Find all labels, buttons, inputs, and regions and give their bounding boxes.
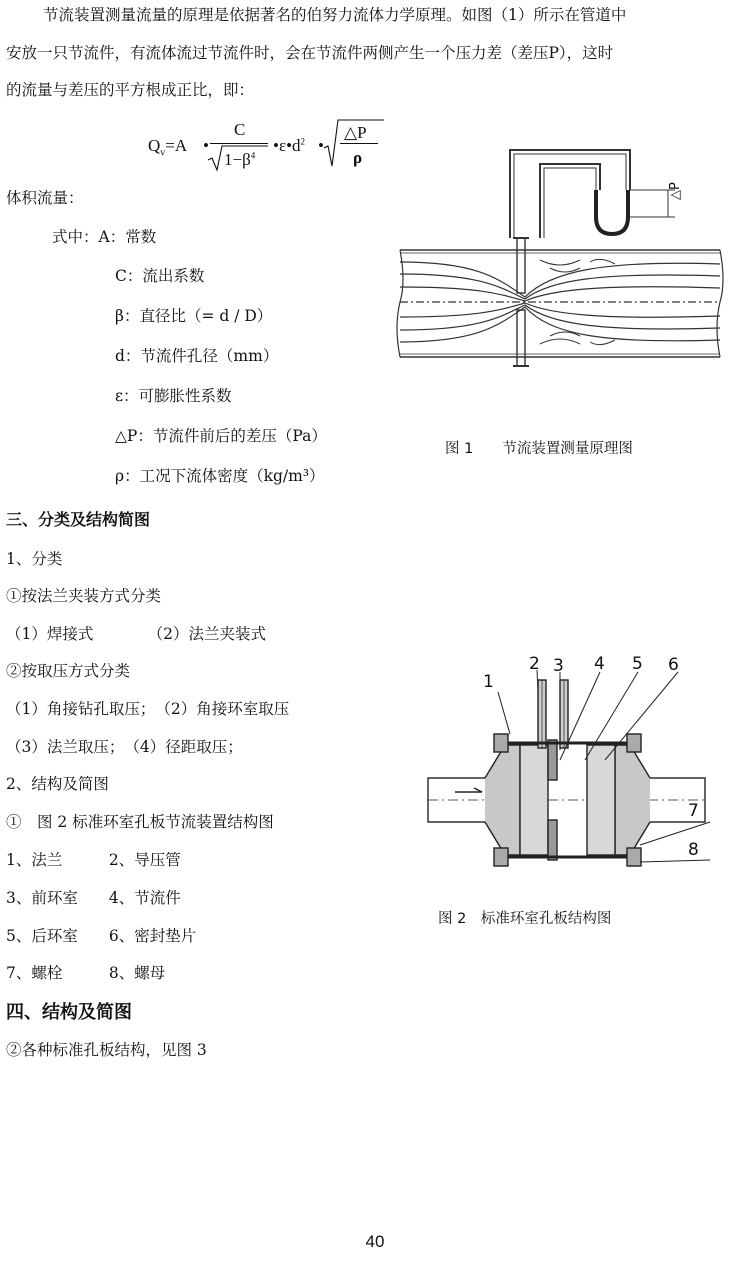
list-line-2: ①按法兰夹装方式分类: [6, 587, 162, 605]
list-line-1: 1、分类: [6, 550, 63, 568]
formula-dot-1: •: [203, 136, 209, 155]
list-line-7: 2、结构及简图: [6, 775, 109, 793]
symbol-delta-p: △P：节流件前后的差压（Pa）: [115, 427, 327, 445]
figure-1-delta-p-label: △P: [668, 182, 683, 200]
intro-line-3: 的流量与差压的平方根成正比，即：: [6, 81, 255, 99]
fig2-label-2: 2: [529, 654, 540, 674]
intro-line-1: 节流装置测量流量的原理是依据著名的伯努力流体力学原理。如图（1）所示在管道中: [43, 6, 627, 24]
symbol-rho: ρ：工况下流体密度（kg/m³）: [115, 467, 325, 485]
formula-dot-2: •: [318, 136, 324, 155]
list-line-11: 5、后环室 6、密封垫片: [6, 927, 197, 945]
section-3-heading: 三、分类及结构简图: [6, 510, 151, 529]
symbol-c: C：流出系数: [115, 267, 205, 285]
formula-equals-a: =A: [165, 136, 188, 155]
volume-flow-label: 体积流量：: [6, 189, 84, 207]
symbol-d: d：节流件孔径（mm）: [115, 347, 279, 365]
list-line-9: 1、法兰 2、导压管: [6, 851, 181, 869]
fig2-label-6: 6: [668, 655, 679, 675]
formula-rho: ρ: [353, 148, 363, 167]
fig2-label-1: 1: [483, 672, 494, 692]
formula-q-sub: v: [160, 147, 166, 159]
fig2-label-7: 7: [688, 801, 699, 821]
fig2-label-8: 8: [688, 840, 699, 860]
figure-1-flow-diagram: [400, 142, 730, 374]
formula-c: C: [234, 120, 246, 139]
section-4-line: ②各种标准孔板结构，见图 3: [6, 1041, 207, 1059]
formula-d-exp: 2: [300, 136, 306, 147]
fig2-label-3: 3: [553, 656, 564, 676]
formula-frac-line-2: [340, 143, 378, 144]
symbol-epsilon: ε：可膨胀性系数: [115, 387, 232, 405]
list-line-6: （3）法兰取压； （4）径距取压；: [6, 738, 243, 756]
symbol-a: 式中：A：常数: [52, 228, 157, 246]
fig2-label-5: 5: [632, 654, 643, 674]
page-number: 40: [365, 1232, 385, 1251]
formula-eps-d: •ε•d: [273, 136, 301, 155]
formula-one-minus-beta: 1−β: [224, 150, 251, 169]
list-line-8: ① 图 2 标准环室孔板节流装置结构图: [6, 813, 274, 831]
list-line-10: 3、前环室 4、节流件: [6, 889, 181, 907]
fig2-label-4: 4: [594, 654, 605, 674]
list-line-5: （1）角接钻孔取压； （2）角接环室取压: [6, 700, 290, 718]
section-4-heading: 四、结构及简图: [6, 1002, 132, 1023]
formula-beta-exp: 4: [250, 150, 256, 161]
list-line-12: 7、螺栓 8、螺母: [6, 964, 166, 982]
formula-delta-p: △P: [344, 123, 367, 142]
figure-2-caption: 图 2 标准环室孔板结构图: [438, 911, 612, 927]
formula-q: Q: [148, 136, 161, 155]
figure-2-orifice-structure: [410, 650, 730, 890]
symbol-beta: β：直径比（= d / D）: [115, 307, 273, 325]
intro-line-2: 安放一只节流件，有流体流过节流件时，会在节流件两侧产生一个压力差（差压P），这时: [6, 44, 614, 62]
figure-1-caption: 图 1 节流装置测量原理图: [445, 441, 633, 457]
flow-formula: [148, 118, 398, 178]
list-line-3: （1）焊接式 （2）法兰夹装式: [6, 625, 266, 643]
list-line-4: ②按取压方式分类: [6, 662, 131, 680]
